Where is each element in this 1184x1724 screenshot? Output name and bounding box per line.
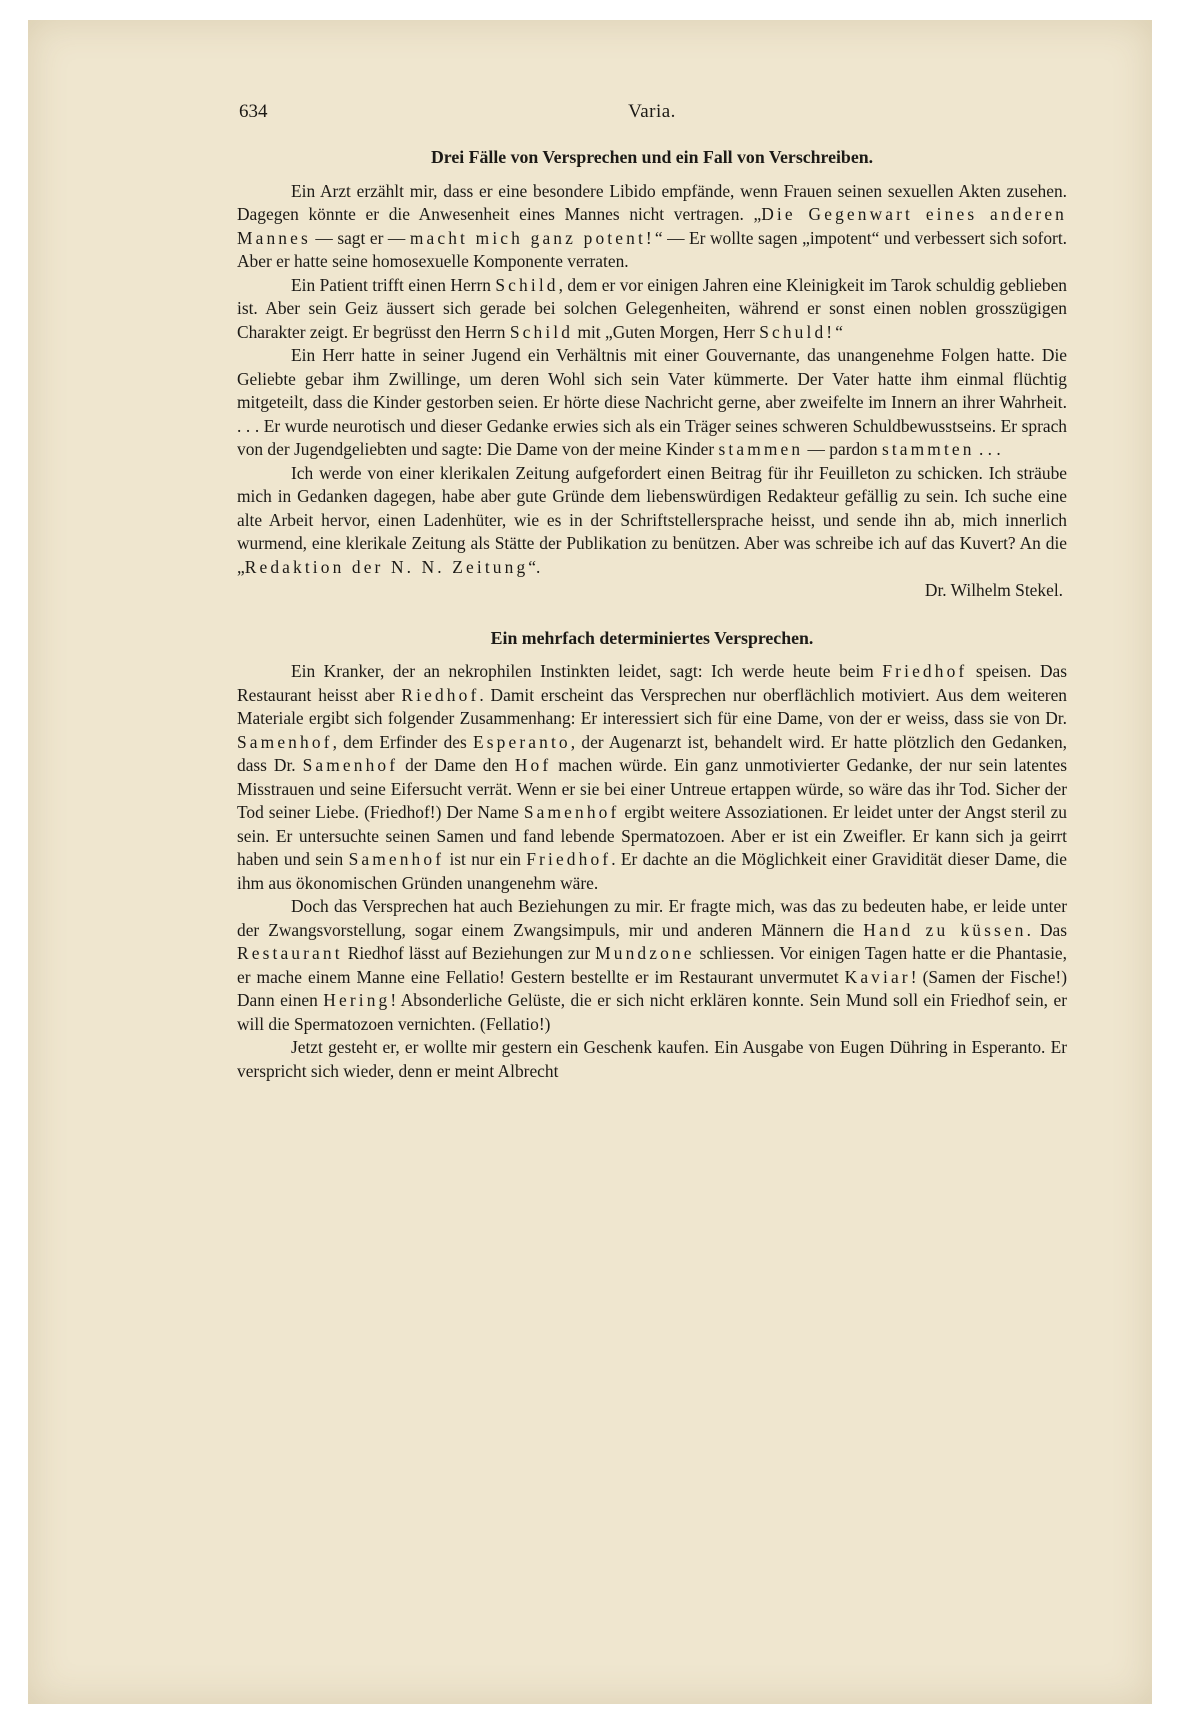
- section-heading-1: Drei Fälle von Versprechen und ein Fall von Verschreiben.: [430, 147, 874, 167]
- page-number: 634: [239, 101, 268, 122]
- paragraph-2-1: Ein Kranker, der an nekrophilen Instinkten leidet, sagt: Ich werde heute beim Friedhof speisen. Das Restaurant heisst aber Riedhof. Damit erscheint das Versprechen nur oberflächlich motiviert. Aus dem weiteren Materiale ergibt sich folgender Zusammenhang: Er interessiert sich für eine Dame, von der er weiss, dass sie von Dr. Samenhof, dem Erfinder des Esperanto, der Augenarzt ist, behandelt wird. Er hatte plötzlich den Gedanken, dass Dr. Samenhof der Dame den Hof machen würde. Ein ganz unmotivierter Gedanke, der nur sein latentes Misstrauen und seine Eifersucht verrät. Wenn er sie bei einer Untreue ertappen würde, so wäre das ihr Tod. Sicher der Tod seiner Liebe. (Friedhof!) Der Name Samenhof ergibt weitere Assoziationen. Er leidet unter der Angst steril zu sein. Er untersuchte seinen Samen und fand lebende Spermatozoen. Aber er ist ein Zweifler. Er kann sich ja geirrt haben und sein Samenhof ist nur ein Friedhof. Er dachte an die Möglichkeit einer Gravidität dieser Dame, die ihm aus ökonomischen Gründen unangenehm wäre.: [237, 661, 1068, 893]
- paragraph-1-1: Ein Arzt erzählt mir, dass er eine besondere Libido empfände, wenn Frauen seinen sexuellen Akten zusehen. Dagegen könnte er die Anwesenheit eines Mannes nicht vertragen. „Die Gegenwart eines anderen Mannes — sagt er — macht mich ganz potent!“ — Er wollte sagen „impotent“ und verbessert sich sofort. Aber er hatte seine homosexuelle Komponente verraten.: [237, 180, 1068, 271]
- paragraph-2-3: Jetzt gesteht er, er wollte mir gestern ein Geschenk kaufen. Ein Ausgabe von Eugen Dühring in Esperanto. Er verspricht sich wieder, denn er meint Albrecht: [237, 1037, 1067, 1081]
- book-page: [237, 96, 1067, 1083]
- author-signature: Dr. Wilhelm Stekel.: [924, 580, 1063, 600]
- section-heading-2: Ein mehrfach determiniertes Versprechen.: [490, 627, 814, 648]
- paragraph-1-3: Ein Herr hatte in seiner Jugend ein Verhältnis mit einer Gouvernante, das unangenehme Folgen hatte. Die Geliebte gebar ihm Zwillinge, um deren Wohl sich sein Vater kümmerte. Der Vater hatte ihm einmal flüchtig mitgeteilt, dass die Kinder gestorben seien. Er hörte diese Nachricht gerne, aber zweifelte im Innern an ihrer Wahrheit. . . . Er wurde neurotisch und dieser Gedanke erwies sich als ein Träger seines schweren Schuldbewusstseins. Er sprach von der Jugendgeliebten und sagte: Die Dame von der meine Kinder stammen — pardon stammten . . .: [237, 345, 1067, 459]
- running-title: Varia.: [628, 101, 676, 122]
- page-header: [237, 96, 1067, 132]
- paragraph-2-2: Doch das Versprechen hat auch Beziehungen zu mir. Er fragte mich, was das zu bedeuten habe, er leide unter der Zwangsvorstellung, sogar einem Zwangsimpuls, mir und anderen Männern die Hand zu küssen. Das Restaurant Riedhof lässt auf Beziehungen zur Mundzone schliessen. Vor einigen Tagen hatte er die Phantasie, er mache einem Manne eine Fellatio! Gestern bestellte er im Restaurant unvermutet Kaviar! (Samen der Fische!) Dann einen Hering! Absonderliche Gelüste, die er sich nicht erklären konnte. Sein Mund soll ein Friedhof sein, er will die Spermatozoen vernichten. (Fellatio!): [237, 896, 1067, 1034]
- paragraph-1-2: Ein Patient trifft einen Herrn Schild, dem er vor einigen Jahren eine Kleinigkeit im Tarok schuldig geblieben ist. Aber sein Geiz äussert sich gerade bei solchen Gelegenheiten, während er sonst einen noblen grosszügigen Charakter zeigt. Er begrüsst den Herrn Schild mit „Guten Morgen, Herr Schuld!“: [237, 274, 1067, 342]
- paragraph-1-4: Ich werde von einer klerikalen Zeitung aufgefordert einen Beitrag für ihr Feuilleton zu schicken. Ich sträube mich in Gedanken dagegen, habe aber gute Gründe dem liebenswürdigen Redakteur gefällig zu sein. Ich suche eine alte Arbeit hervor, einen Ladenhüter, wie es in der Schriftstellersprache heisst, und sende ihn ab, mich innerlich wurmend, eine klerikale Zeitung als Stätte der Publikation zu benützen. Aber was schreibe ich auf das Kuvert? An die „Redaktion der N. N. Zeitung“.: [237, 462, 1067, 577]
